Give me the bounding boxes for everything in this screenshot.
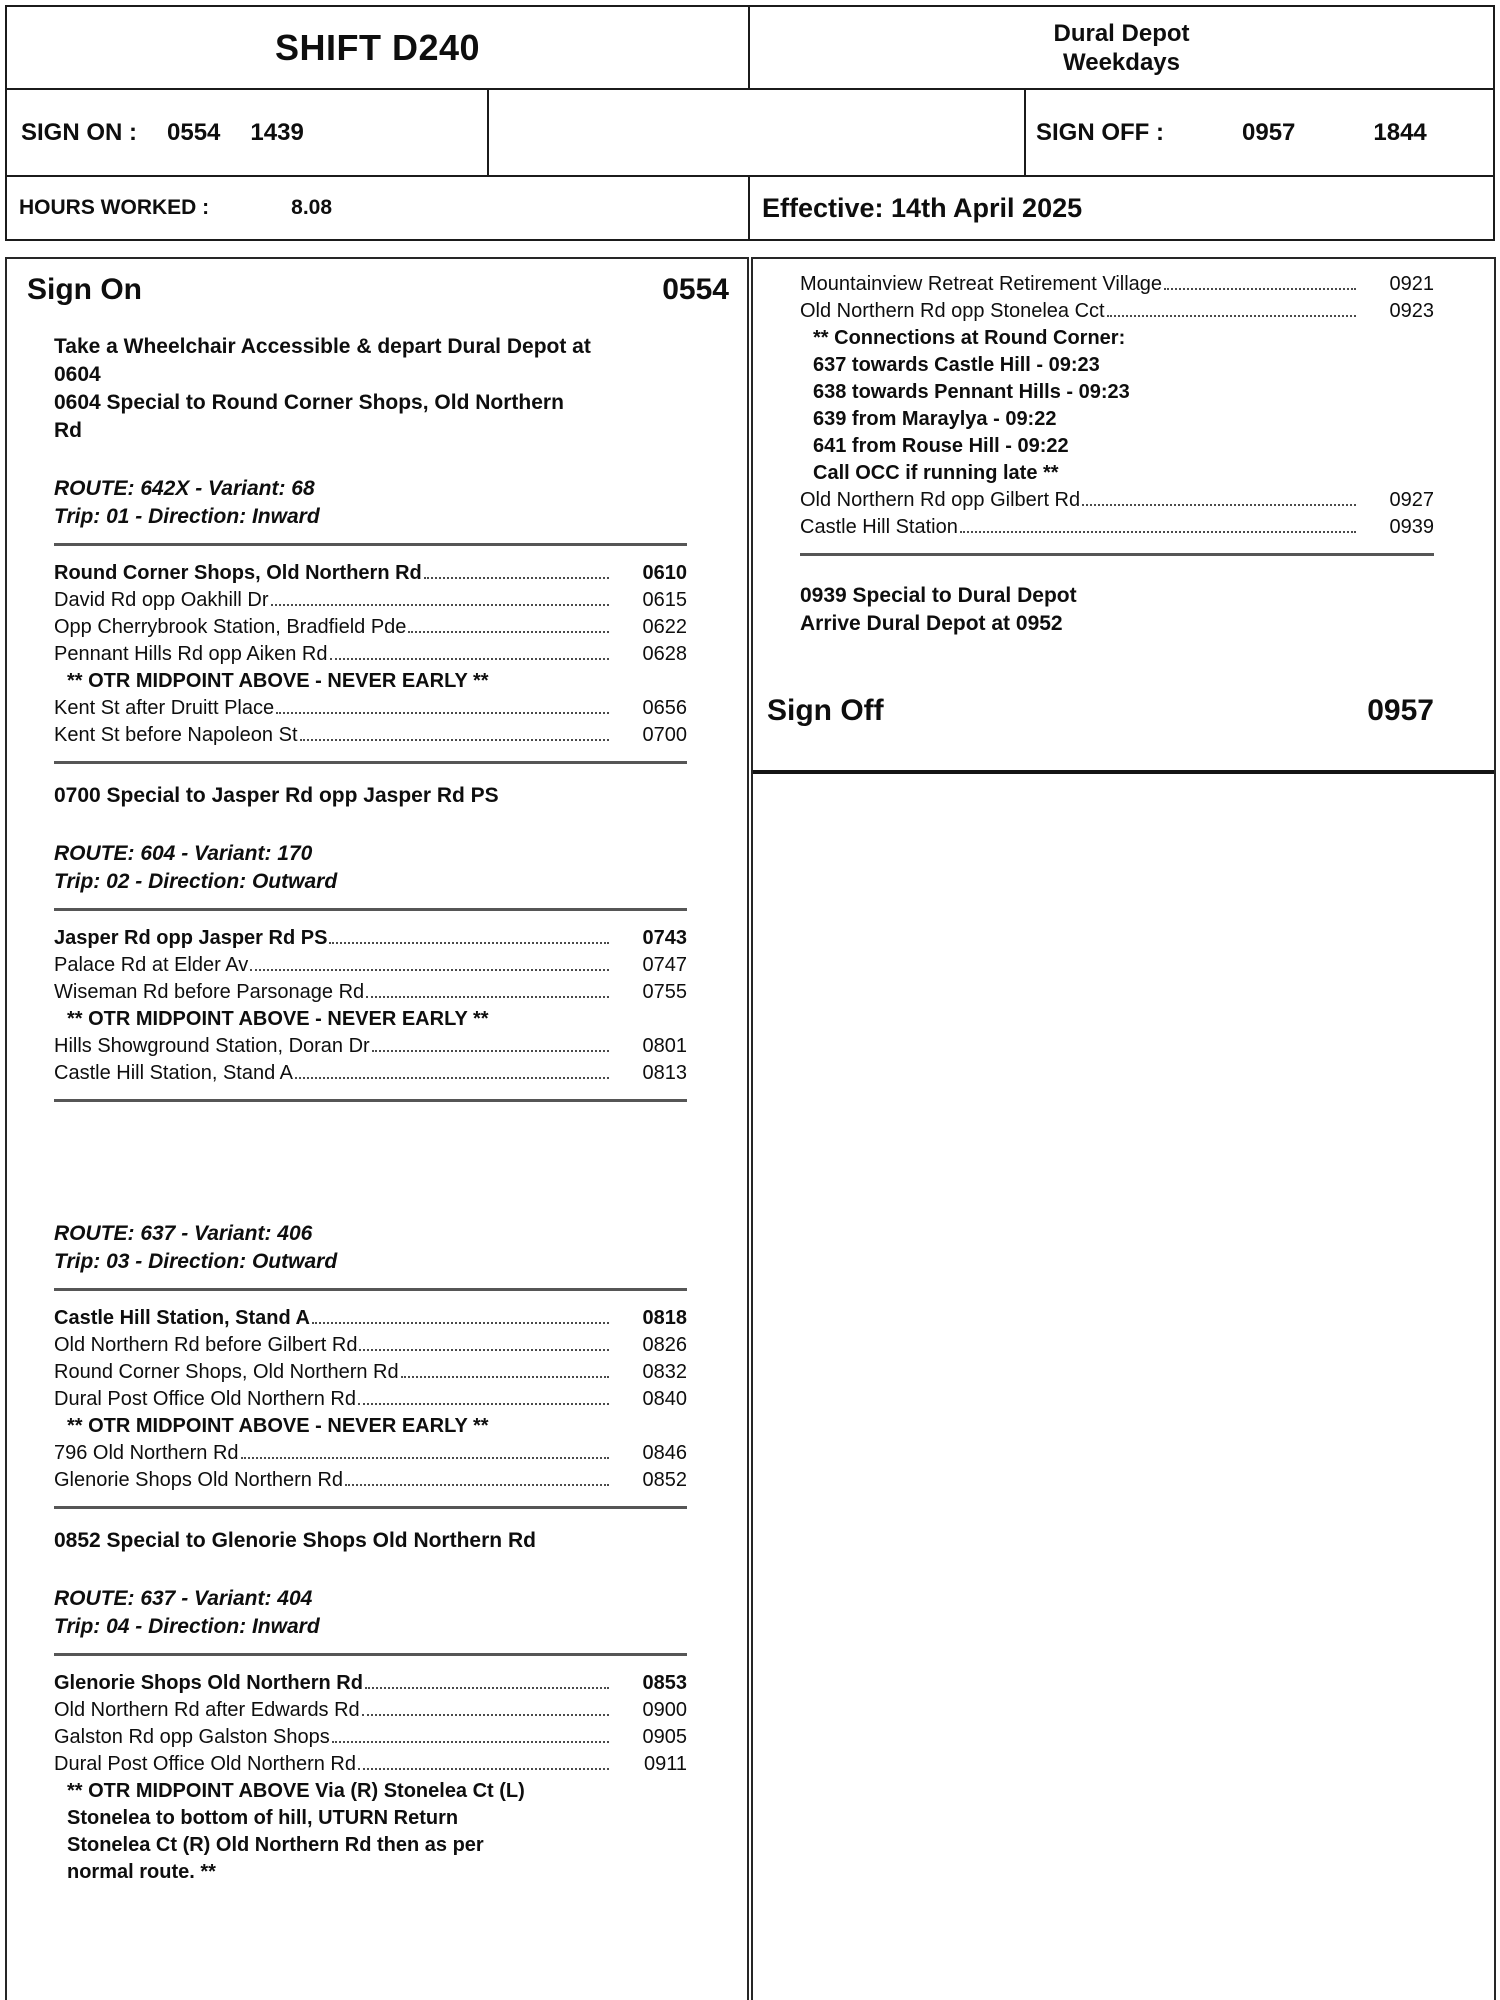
dot-leader bbox=[276, 712, 609, 714]
stop-name: Dural Post Office Old Northern Rd bbox=[54, 1388, 356, 1410]
dot-leader bbox=[312, 1322, 609, 1324]
dot-leader bbox=[250, 969, 609, 971]
stop-row bbox=[54, 1305, 687, 1332]
notes-paragraph bbox=[54, 333, 687, 445]
effective-date: Effective: 14th April 2025 bbox=[762, 192, 1083, 223]
route-info-line: ROUTE: 637 - Variant: 404 bbox=[54, 1587, 313, 1610]
dot-leader bbox=[424, 577, 609, 579]
stop-list bbox=[800, 271, 1434, 541]
stop-row bbox=[54, 925, 687, 952]
left-column bbox=[5, 257, 749, 2000]
header-empty-cell bbox=[488, 89, 1025, 176]
sign-off-cell bbox=[1025, 89, 1494, 176]
stop-name: David Rd opp Oakhill Dr bbox=[54, 589, 269, 611]
stop-time: 0832 bbox=[642, 1361, 687, 1383]
stop-time: 0911 bbox=[643, 1753, 687, 1775]
stop-note: 639 from Maraylya - 09:22 bbox=[813, 408, 1057, 430]
dot-leader bbox=[295, 1077, 609, 1079]
section-rule bbox=[54, 908, 687, 911]
dot-leader bbox=[241, 1457, 609, 1459]
stop-note: Stonelea to bottom of hill, UTURN Return bbox=[67, 1807, 459, 1829]
stop-name: Kent St after Druitt Place bbox=[54, 697, 275, 719]
route-info-line: Trip: 03 - Direction: Outward bbox=[54, 1250, 338, 1273]
dot-leader bbox=[358, 1768, 609, 1770]
stop-name: 796 Old Northern Rd bbox=[54, 1442, 239, 1464]
route-info bbox=[54, 475, 687, 531]
stop-row bbox=[800, 514, 1434, 541]
stop-note: Call OCC if running late ** bbox=[813, 462, 1059, 484]
dot-leader bbox=[372, 1050, 609, 1052]
stop-name: Glenorie Shops Old Northern Rd bbox=[54, 1469, 344, 1491]
stop-time: 0905 bbox=[642, 1726, 687, 1748]
stop-name: Old Northern Rd opp Gilbert Rd bbox=[800, 489, 1081, 511]
sign-on-time-1: 0554 bbox=[167, 118, 221, 146]
stop-row bbox=[800, 298, 1434, 325]
header-table bbox=[5, 5, 1495, 241]
stop-name: Kent St before Napoleon St bbox=[54, 724, 298, 746]
depot-days: Weekdays bbox=[1063, 48, 1180, 76]
stop-time: 0846 bbox=[642, 1442, 687, 1464]
stop-name: Pennant Hills Rd opp Aiken Rd bbox=[54, 643, 328, 665]
dot-leader bbox=[359, 1349, 609, 1351]
sign-on-cell bbox=[6, 89, 488, 176]
shift-title: SHIFT D240 bbox=[274, 26, 481, 68]
stop-time: 0747 bbox=[642, 954, 687, 976]
stop-time: 0921 bbox=[1389, 273, 1434, 295]
stop-list bbox=[54, 1670, 687, 1886]
stop-time: 0628 bbox=[642, 643, 687, 665]
hours-worked-label: HOURS WORKED : bbox=[19, 196, 210, 219]
stop-time: 0610 bbox=[642, 562, 687, 584]
hours-worked-value: 8.08 bbox=[291, 196, 333, 219]
section-rule bbox=[54, 1653, 687, 1656]
sign-off-label: SIGN OFF : bbox=[1036, 118, 1164, 146]
stop-row bbox=[54, 695, 687, 722]
stop-row bbox=[54, 1386, 687, 1413]
stop-name: Glenorie Shops Old Northern Rd bbox=[54, 1672, 363, 1694]
stop-row bbox=[800, 271, 1434, 298]
stop-row bbox=[54, 614, 687, 641]
stop-name: Old Northern Rd opp Stonelea Cct bbox=[800, 300, 1105, 322]
section-rule bbox=[54, 761, 687, 764]
section-rule bbox=[54, 1288, 687, 1291]
stop-time: 0939 bbox=[1389, 516, 1434, 538]
special-move-note-line: 0852 Special to Glenorie Shops Old Northern Rd bbox=[54, 1529, 536, 1552]
special-move-note bbox=[54, 1527, 687, 1555]
stop-row bbox=[800, 487, 1434, 514]
section-rule bbox=[54, 1099, 687, 1102]
stop-row bbox=[54, 1670, 687, 1697]
stop-row bbox=[54, 587, 687, 614]
stop-row bbox=[54, 952, 687, 979]
stop-time: 0700 bbox=[642, 724, 687, 746]
stop-note: ** OTR MIDPOINT ABOVE - NEVER EARLY ** bbox=[67, 1008, 489, 1030]
special-move-note bbox=[54, 782, 687, 810]
dot-leader bbox=[362, 1714, 609, 1716]
dot-leader bbox=[365, 1687, 609, 1689]
route-info bbox=[54, 1585, 687, 1641]
route-info-line: ROUTE: 637 - Variant: 406 bbox=[54, 1222, 313, 1245]
stop-time: 0615 bbox=[642, 589, 687, 611]
stop-row bbox=[54, 1440, 687, 1467]
depot-name: Dural Depot bbox=[1053, 19, 1190, 47]
stop-time: 0852 bbox=[642, 1469, 687, 1491]
dot-leader bbox=[332, 1741, 609, 1743]
stop-name: Castle Hill Station, Stand A bbox=[54, 1062, 294, 1084]
notes-paragraph bbox=[800, 582, 1434, 638]
stop-name: Jasper Rd opp Jasper Rd PS bbox=[54, 927, 328, 949]
effective-date-cell bbox=[749, 176, 1494, 240]
hours-worked-cell bbox=[6, 176, 749, 240]
stop-name: Castle Hill Station bbox=[800, 516, 958, 538]
dot-leader bbox=[358, 1403, 609, 1405]
stop-note: ** OTR MIDPOINT ABOVE - NEVER EARLY ** bbox=[67, 670, 489, 692]
stop-row bbox=[54, 1724, 687, 1751]
stop-name: Galston Rd opp Galston Shops bbox=[54, 1726, 330, 1748]
stop-list bbox=[54, 925, 687, 1087]
route-info-line: ROUTE: 642X - Variant: 68 bbox=[54, 477, 315, 500]
stop-row bbox=[54, 641, 687, 668]
depot-cell bbox=[749, 6, 1494, 89]
heading-time: 0554 bbox=[662, 273, 729, 306]
stop-note: 638 towards Pennant Hills - 09:23 bbox=[813, 381, 1130, 403]
sign-on-label: SIGN ON : bbox=[21, 118, 138, 146]
stop-time: 0755 bbox=[642, 981, 687, 1003]
stop-name: Hills Showground Station, Doran Dr bbox=[54, 1035, 370, 1057]
route-info-line: Trip: 04 - Direction: Inward bbox=[54, 1615, 320, 1638]
route-info-line: Trip: 02 - Direction: Outward bbox=[54, 870, 338, 893]
special-move-note-line: 0700 Special to Jasper Rd opp Jasper Rd PS bbox=[54, 784, 499, 807]
dot-leader bbox=[408, 631, 609, 633]
stop-time: 0927 bbox=[1389, 489, 1434, 511]
heading-label: Sign On bbox=[27, 273, 142, 306]
sign-on-time-2: 1439 bbox=[250, 118, 304, 146]
route-info-line: Trip: 01 - Direction: Inward bbox=[54, 505, 320, 528]
dot-leader bbox=[960, 531, 1356, 533]
dot-leader bbox=[1107, 315, 1356, 317]
notes-paragraph-line: 0939 Special to Dural Depot bbox=[800, 584, 1077, 607]
stop-name: Castle Hill Station, Stand A bbox=[54, 1307, 310, 1329]
stop-row bbox=[54, 979, 687, 1006]
notes-paragraph-line: Rd bbox=[54, 419, 82, 442]
sign-on-heading bbox=[7, 271, 747, 307]
notes-paragraph-line: Take a Wheelchair Accessible & depart Dural Depot at bbox=[54, 335, 591, 358]
stop-time: 0743 bbox=[642, 927, 687, 949]
stop-row bbox=[54, 1033, 687, 1060]
stop-row bbox=[54, 1697, 687, 1724]
stop-row bbox=[54, 1467, 687, 1494]
route-info bbox=[54, 1220, 687, 1276]
stop-row bbox=[54, 1060, 687, 1087]
sign-off-heading bbox=[753, 692, 1434, 728]
stop-name: Palace Rd at Elder Av bbox=[54, 954, 249, 976]
stop-note: Stonelea Ct (R) Old Northern Rd then as per bbox=[67, 1834, 484, 1856]
column-divider-rule bbox=[753, 770, 1494, 774]
stop-row bbox=[54, 1332, 687, 1359]
stop-name: Mountainview Retreat Retirement Village bbox=[800, 273, 1163, 295]
stop-list bbox=[54, 560, 687, 749]
stop-row bbox=[54, 1359, 687, 1386]
stop-time: 0826 bbox=[642, 1334, 687, 1356]
dot-leader bbox=[300, 739, 610, 741]
stop-time: 0818 bbox=[642, 1307, 687, 1329]
section-rule bbox=[800, 553, 1434, 556]
stop-name: Opp Cherrybrook Station, Bradfield Pde bbox=[54, 616, 407, 638]
stop-note: 637 towards Castle Hill - 09:23 bbox=[813, 354, 1100, 376]
notes-paragraph-line: 0604 Special to Round Corner Shops, Old Northern bbox=[54, 391, 564, 414]
heading-label: Sign Off bbox=[767, 694, 884, 727]
stop-note: 641 from Rouse Hill - 09:22 bbox=[813, 435, 1069, 457]
stop-time: 0900 bbox=[642, 1699, 687, 1721]
stop-time: 0813 bbox=[642, 1062, 687, 1084]
dot-leader bbox=[330, 658, 610, 660]
stop-row bbox=[54, 722, 687, 749]
section-rule bbox=[54, 543, 687, 546]
stop-row bbox=[54, 1751, 687, 1778]
stop-list bbox=[54, 1305, 687, 1494]
stop-name: Round Corner Shops, Old Northern Rd bbox=[54, 562, 422, 584]
heading-time: 0957 bbox=[1367, 694, 1434, 727]
stop-name: Dural Post Office Old Northern Rd bbox=[54, 1753, 356, 1775]
stop-name: Old Northern Rd before Gilbert Rd bbox=[54, 1334, 358, 1356]
stop-time: 0840 bbox=[642, 1388, 687, 1410]
stop-note: normal route. ** bbox=[67, 1861, 216, 1883]
stop-note: ** OTR MIDPOINT ABOVE - NEVER EARLY ** bbox=[67, 1415, 489, 1437]
notes-paragraph-line: 0604 bbox=[54, 363, 101, 386]
dot-leader bbox=[329, 942, 609, 944]
stop-name: Wiseman Rd before Parsonage Rd bbox=[54, 981, 365, 1003]
stop-time: 0656 bbox=[642, 697, 687, 719]
section-rule bbox=[54, 1506, 687, 1509]
dot-leader bbox=[345, 1484, 609, 1486]
stop-time: 0801 bbox=[642, 1035, 687, 1057]
dot-leader bbox=[366, 996, 609, 998]
stop-note: ** Connections at Round Corner: bbox=[813, 327, 1126, 349]
dot-leader bbox=[1164, 288, 1356, 290]
stop-row bbox=[54, 560, 687, 587]
right-column bbox=[751, 257, 1496, 2000]
stop-note: ** OTR MIDPOINT ABOVE Via (R) Stonelea Ct (L) bbox=[67, 1780, 525, 1802]
shift-title-cell bbox=[6, 6, 749, 89]
stop-name: Round Corner Shops, Old Northern Rd bbox=[54, 1361, 399, 1383]
sign-off-time-1: 0957 bbox=[1242, 118, 1296, 146]
stop-name: Old Northern Rd after Edwards Rd bbox=[54, 1699, 360, 1721]
dot-leader bbox=[401, 1376, 609, 1378]
route-info bbox=[54, 840, 687, 896]
route-info-line: ROUTE: 604 - Variant: 170 bbox=[54, 842, 313, 865]
notes-paragraph-line: Arrive Dural Depot at 0952 bbox=[800, 612, 1063, 635]
dot-leader bbox=[1082, 504, 1356, 506]
dot-leader bbox=[271, 604, 609, 606]
stop-time: 0853 bbox=[642, 1672, 687, 1694]
sign-off-time-2: 1844 bbox=[1373, 118, 1427, 146]
stop-time: 0622 bbox=[642, 616, 687, 638]
stop-time: 0923 bbox=[1389, 300, 1434, 322]
